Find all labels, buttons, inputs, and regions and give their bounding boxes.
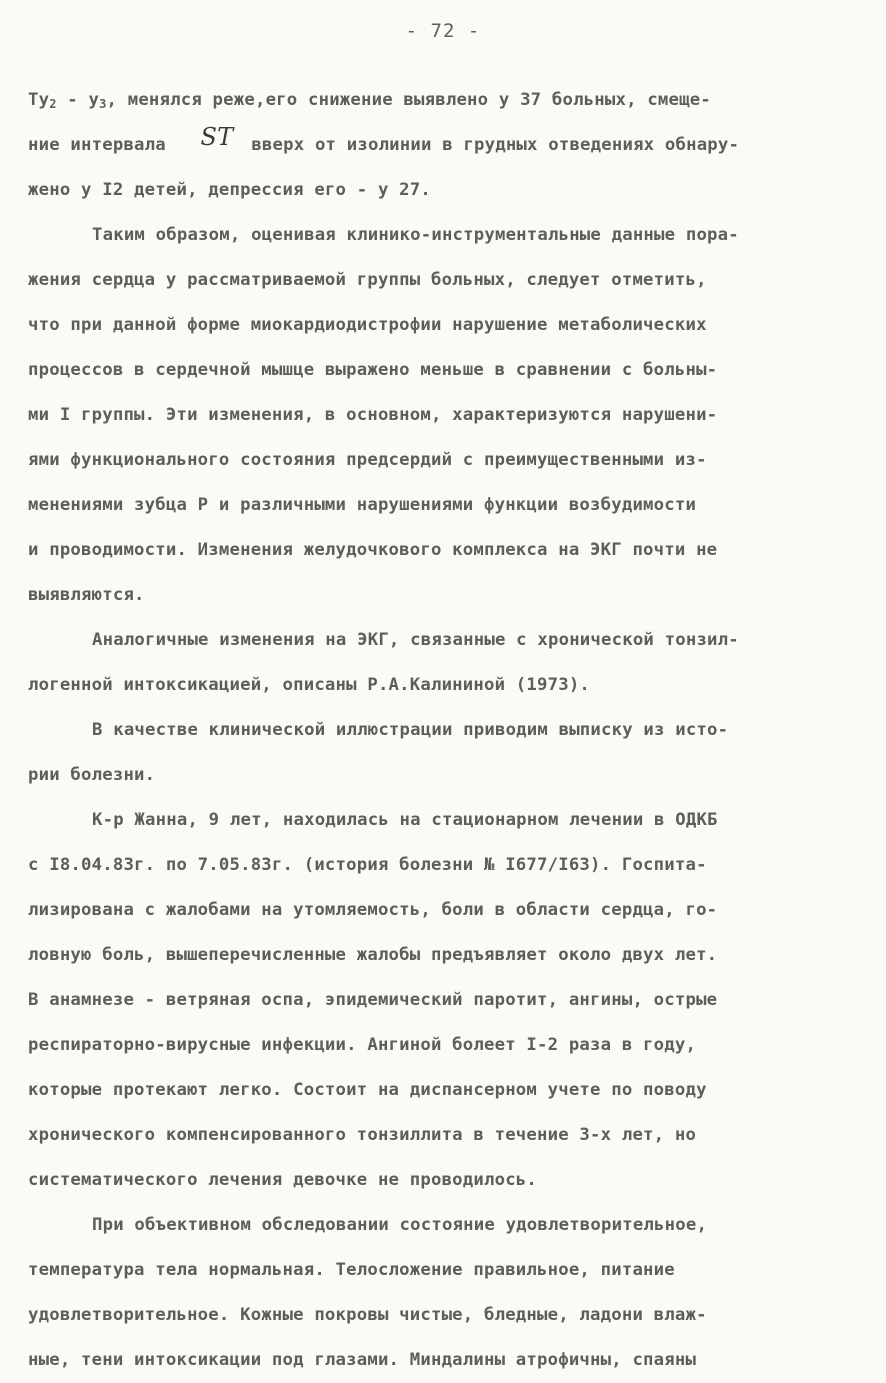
text-segment: температура тела нормальная. Телосложение правильное, питание bbox=[28, 1260, 675, 1280]
text-line bbox=[28, 258, 848, 303]
text-segment: выявляются. bbox=[28, 585, 145, 605]
page-number: - 72 - bbox=[405, 20, 481, 42]
text-segment: В качестве клинической иллюстрации приводим выписку из исто- bbox=[92, 720, 729, 740]
paragraph bbox=[28, 798, 848, 1203]
text-line bbox=[28, 1293, 848, 1338]
text-segment: При объективном обследовании состояние удовлетворительное, bbox=[92, 1215, 708, 1235]
text-line bbox=[28, 483, 848, 528]
text-segment: вверх от изолинии в грудных отведениях обнару- bbox=[251, 135, 740, 155]
text-line bbox=[28, 303, 848, 348]
text-line bbox=[28, 348, 848, 393]
text-line bbox=[28, 1023, 848, 1068]
document-body bbox=[28, 78, 848, 1383]
text-segment: и проводимости. Изменения желудочкового комплекса на ЭКГ почти не bbox=[28, 540, 718, 560]
text-line bbox=[28, 123, 848, 168]
text-segment: Аналогичные изменения на ЭКГ, связанные с хронической тонзил- bbox=[92, 630, 739, 650]
text-line bbox=[28, 78, 848, 123]
text-line bbox=[28, 708, 848, 753]
text-segment: В анамнезе - ветряная оспа, эпидемический паротит, ангины, острые bbox=[28, 990, 718, 1010]
paragraph bbox=[28, 213, 848, 618]
subscript: 3 bbox=[99, 97, 107, 111]
text-segment: респираторно-вирусные инфекции. Ангиной болеет I-2 раза в году, bbox=[28, 1035, 697, 1055]
text-line bbox=[28, 978, 848, 1023]
text-line bbox=[28, 888, 848, 933]
text-segment: лизирована с жалобами на утомляемость, боли в области сердца, го- bbox=[28, 900, 718, 920]
paragraph bbox=[28, 78, 848, 213]
text-line bbox=[28, 393, 848, 438]
text-segment: ями функционального состояния предсердий с преимущественными из- bbox=[28, 450, 707, 470]
text-segment: Таким образом, оценивая клинико-инструментальные данные пора- bbox=[92, 225, 739, 245]
text-segment: Ту bbox=[28, 90, 50, 110]
text-line bbox=[28, 213, 848, 258]
text-line bbox=[28, 438, 848, 483]
text-line bbox=[28, 663, 848, 708]
text-segment: ми I группы. Эти изменения, в основном, характеризуются нарушени- bbox=[28, 405, 718, 425]
subscript: 2 bbox=[49, 97, 57, 111]
text-segment: систематического лечения девочке не проводилось. bbox=[28, 1170, 538, 1190]
text-line bbox=[28, 1203, 848, 1248]
handwritten-insert: ST bbox=[200, 123, 234, 151]
text-segment: жено у I2 детей, депрессия его - у 27. bbox=[28, 180, 431, 200]
text-line bbox=[28, 1338, 848, 1383]
text-segment: жения сердца у рассматриваемой группы больных, следует отметить, bbox=[28, 270, 707, 290]
text-line bbox=[28, 1248, 848, 1293]
text-segment: хронического компенсированного тонзиллита в течение 3-х лет, но bbox=[28, 1125, 697, 1145]
text-segment: удовлетворительное. Кожные покровы чистые, бледные, ладони влаж- bbox=[28, 1305, 707, 1325]
text-line bbox=[28, 573, 848, 618]
text-line bbox=[28, 528, 848, 573]
text-segment: процессов в сердечной мышце выражено меньше в сравнении с больны- bbox=[28, 360, 718, 380]
text-line bbox=[28, 843, 848, 888]
text-line bbox=[28, 753, 848, 798]
text-segment: логенной интоксикацией, описаны Р.А.Калининой (1973). bbox=[28, 675, 591, 695]
text-segment: ные, тени интоксикации под глазами. Миндалины атрофичны, спаяны bbox=[28, 1350, 697, 1370]
text-segment: рии болезни. bbox=[28, 765, 156, 785]
text-line bbox=[28, 798, 848, 843]
text-segment: - у bbox=[56, 90, 100, 110]
text-line bbox=[28, 1068, 848, 1113]
text-line bbox=[28, 1113, 848, 1158]
text-segment: менениями зубца Р и различными нарушениями функции возбудимости bbox=[28, 495, 697, 515]
text-segment: , менялся реже,его снижение выявлено у 37 больных, смеще- bbox=[106, 90, 711, 110]
text-line bbox=[28, 1158, 848, 1203]
text-line bbox=[28, 618, 848, 663]
text-segment: которые протекают легко. Состоит на диспансерном учете по поводу bbox=[28, 1080, 707, 1100]
paragraph bbox=[28, 708, 848, 798]
text-segment: К-р Жанна, 9 лет, находилась на стационарном лечении в ОДКБ bbox=[92, 810, 718, 830]
text-segment: ние интервала bbox=[28, 135, 177, 155]
paragraph bbox=[28, 618, 848, 708]
text-line bbox=[28, 168, 848, 213]
text-segment: ловную боль, вышеперечисленные жалобы предъявляет около двух лет. bbox=[28, 945, 718, 965]
text-line bbox=[28, 933, 848, 978]
paragraph bbox=[28, 1203, 848, 1383]
text-segment: что при данной форме миокардиодистрофии нарушение метаболических bbox=[28, 315, 707, 335]
text-segment: с I8.04.83г. по 7.05.83г. (история болезни № I677/I63). Госпита- bbox=[28, 855, 707, 875]
